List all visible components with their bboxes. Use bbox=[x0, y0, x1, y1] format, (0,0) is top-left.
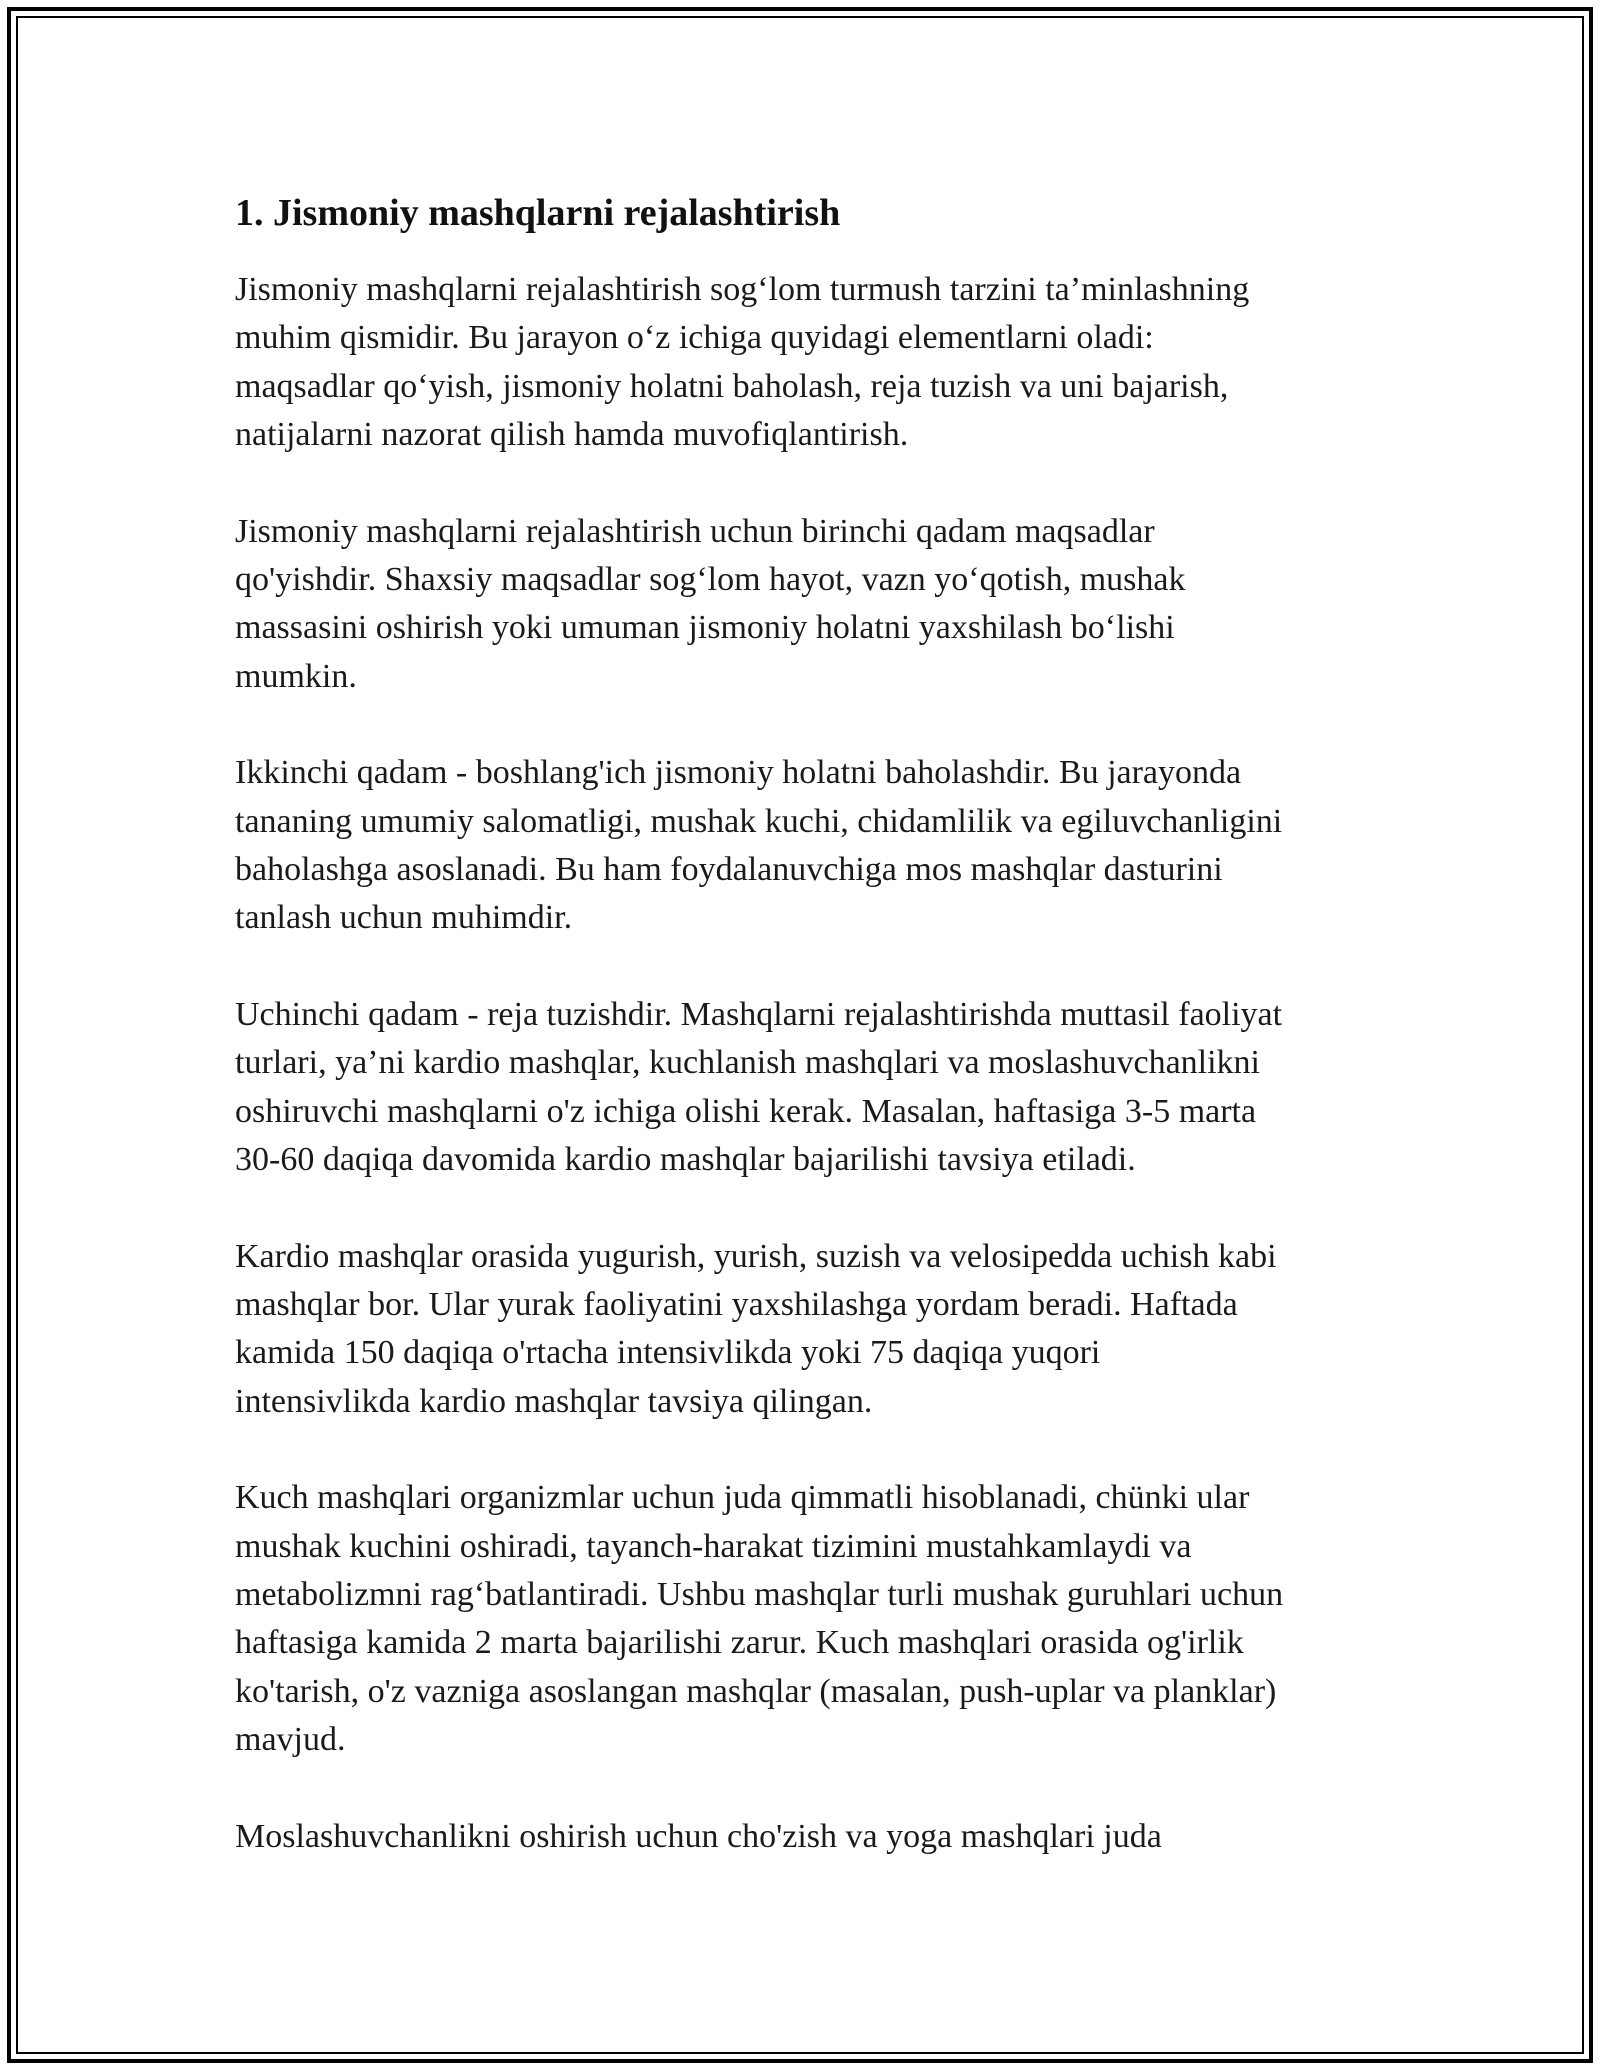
paragraph-flexibility bbox=[235, 1813, 1385, 1861]
paragraph-line: turlari, ya’ni kardio mashqlar, kuchlanish mashqlari va moslashuvchanlikni bbox=[235, 1044, 1260, 1082]
paragraph-line: Kardio mashqlar orasida yugurish, yurish, suzish va velosipedda uchish kabi bbox=[235, 1237, 1277, 1275]
paragraph-line: muhim qismidir. Bu jarayon o‘z ichiga quyidagi elementlarni oladi: bbox=[235, 319, 1154, 357]
paragraph-line: baholashga asoslanadi. Bu ham foydalanuvchiga mos mashqlar dasturini bbox=[235, 851, 1223, 889]
paragraph-step-three bbox=[235, 991, 1385, 1185]
paragraph-line: oshiruvchi mashqlarni o'z ichiga olishi kerak. Masalan, haftasiga 3-5 marta bbox=[235, 1092, 1257, 1130]
paragraph-line: intensivlikda kardio mashqlar tavsiya qilingan. bbox=[235, 1382, 873, 1420]
document-body bbox=[235, 190, 1385, 1909]
paragraph-line: Ikkinchi qadam - boshlang'ich jismoniy holatni baholashdir. Bu jarayonda bbox=[235, 754, 1242, 792]
paragraph-strength bbox=[235, 1474, 1385, 1764]
paragraph-line: massasini oshirish yoki umuman jismoniy holatni yaxshilash bo‘lishi bbox=[235, 609, 1175, 647]
paragraph-line: tananing umumiy salomatligi, mushak kuchi, chidamlilik va egiluvchanligini bbox=[235, 802, 1283, 840]
paragraph-line: Uchinchi qadam - reja tuzishdir. Mashqlarni rejalashtirishda muttasil faoliyat bbox=[235, 995, 1283, 1033]
paragraph-step-one bbox=[235, 508, 1385, 702]
paragraph-line: natijalarni nazorat qilish hamda muvofiqlantirish. bbox=[235, 416, 909, 454]
paragraph-line: Jismoniy mashqlarni rejalashtirish sog‘lom turmush tarzini ta’minlashning bbox=[235, 271, 1250, 308]
paragraph-line: Moslashuvchanlikni oshirish uchun cho'zish va yoga mashqlari juda bbox=[235, 1817, 1162, 1855]
paragraph-line: kamida 150 daqiqa o'rtacha intensivlikda yoki 75 daqiqa yuqori bbox=[235, 1334, 1101, 1372]
paragraph-line: Jismoniy mashqlarni rejalashtirish uchun birinchi qadam maqsadlar bbox=[235, 512, 1155, 550]
paragraph-intro bbox=[235, 266, 1385, 460]
paragraph-line: mumkin. bbox=[235, 657, 357, 695]
paragraph-line: 30-60 daqiqa davomida kardio mashqlar bajarilishi tavsiya etiladi. bbox=[235, 1141, 1136, 1179]
paragraph-line: haftasiga kamida 2 marta bajarilishi zarur. Kuch mashqlari orasida og'irlik bbox=[235, 1624, 1244, 1662]
paragraph-line: qo'yishdir. Shaxsiy maqsadlar sog‘lom hayot, vazn yo‘qotish, mushak bbox=[235, 561, 1186, 599]
paragraph-line: ko'tarish, o'z vazniga asoslangan mashqlar (masalan, push-uplar va planklar) bbox=[235, 1672, 1277, 1710]
paragraph-line: metabolizmni rag‘batlantiradi. Ushbu mashqlar turli mushak guruhlari uchun bbox=[235, 1575, 1284, 1613]
paragraph-line: mashqlar bor. Ular yurak faoliyatini yaxshilashga yordam beradi. Haftada bbox=[235, 1285, 1238, 1323]
paragraph-line: Kuch mashqlari organizmlar uchun juda qimmatli hisoblanadi, chünki ular bbox=[235, 1479, 1250, 1517]
section-heading: 1. Jismoniy mashqlarni rejalashtirish bbox=[235, 192, 841, 234]
paragraph-step-two bbox=[235, 749, 1385, 943]
paragraph-line: mavjud. bbox=[235, 1721, 346, 1759]
paragraph-line: mushak kuchini oshiradi, tayanch-harakat tizimini mustahkamlaydi va bbox=[235, 1527, 1192, 1565]
paragraph-cardio bbox=[235, 1233, 1385, 1427]
paragraph-line: tanlash uchun muhimdir. bbox=[235, 899, 573, 937]
paragraph-line: maqsadlar qo‘yish, jismoniy holatni baholash, reja tuzish va uni bajarish, bbox=[235, 367, 1229, 405]
